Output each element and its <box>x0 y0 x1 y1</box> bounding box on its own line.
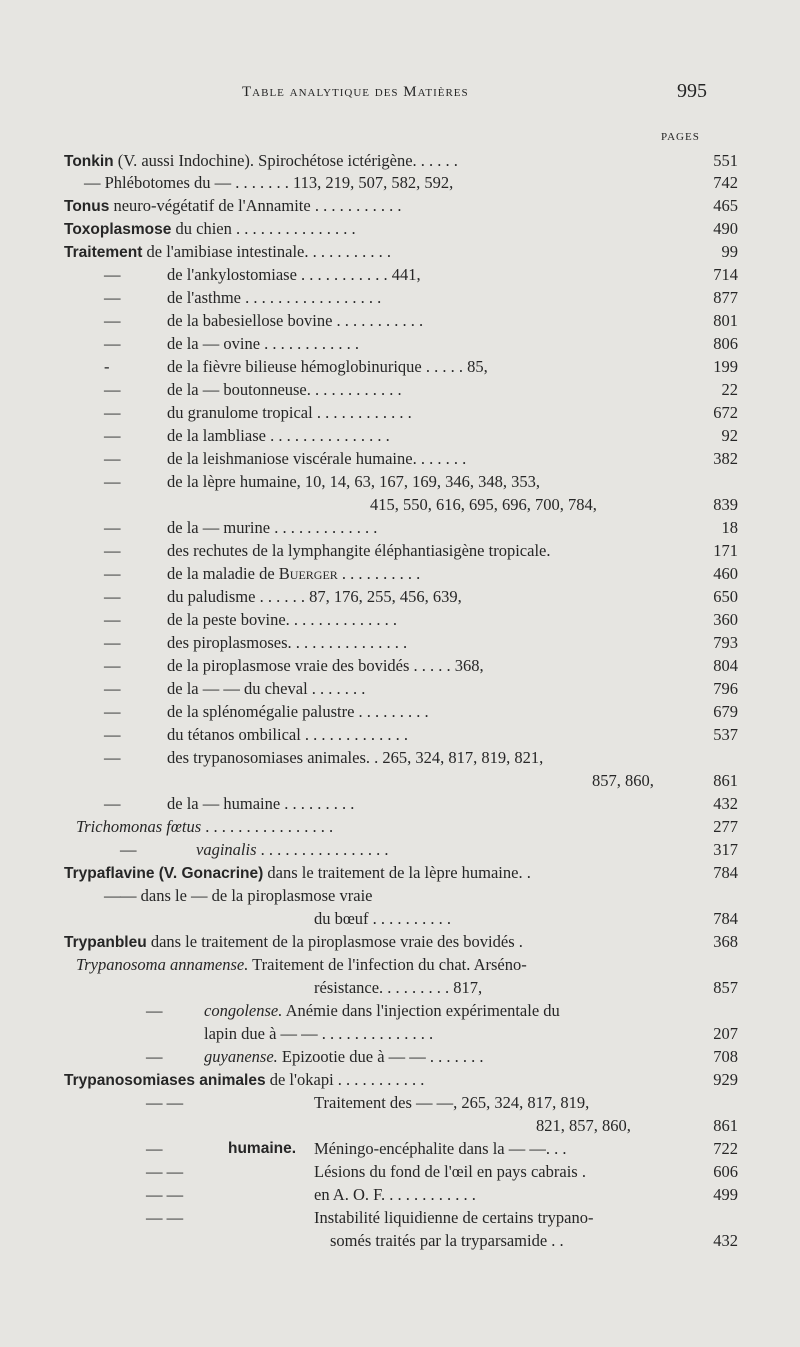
entry-text <box>370 494 597 516</box>
ditto-dash: — <box>104 265 121 284</box>
entry-page: 317 <box>713 840 738 859</box>
index-entry <box>64 241 800 263</box>
entry-page: 679 <box>713 702 738 721</box>
index-entry <box>64 150 800 172</box>
entry-text <box>64 862 531 885</box>
entry-body: résistance. . . . . . . . . 817, <box>314 978 483 997</box>
pages-column-label: PAGES <box>661 131 700 143</box>
index-entry <box>64 310 800 332</box>
entry-body: dans le traitement de la lèpre humaine. . <box>263 863 531 882</box>
entry-body: . . . . . . . . . . . . . . . . <box>201 817 334 836</box>
entry-text <box>64 931 523 954</box>
entry-page: 171 <box>713 541 738 560</box>
entry-body: de la babesiellose bovine . . . . . . . . . . . <box>167 311 424 330</box>
entry-body: de l'amibiase intestinale. . . . . . . . . . . <box>142 242 391 261</box>
index-entry <box>64 195 800 217</box>
entry-text <box>314 977 482 999</box>
entry-page: 460 <box>713 564 738 583</box>
entry-page: 490 <box>713 219 738 238</box>
entry-text <box>167 264 421 286</box>
entry-text <box>536 1115 631 1137</box>
index-entry <box>64 264 800 286</box>
entry-body: de la lèpre humaine, 10, 14, 63, 167, 169, 346, 348, 353, <box>167 472 541 491</box>
ditto-dash: — <box>104 633 121 652</box>
entry-page: 722 <box>713 1139 738 1158</box>
entry-page: 796 <box>713 679 738 698</box>
entry-body: Instabilité liquidienne de certains trypano- <box>314 1208 594 1227</box>
entry-page: 432 <box>713 1231 738 1250</box>
index-entry <box>64 977 800 999</box>
entry-body: Méningo-encéphalite dans la — —. . . <box>314 1139 567 1158</box>
ditto-dash: — <box>104 288 121 307</box>
entry-text <box>167 448 466 470</box>
entry-body: de la — ovine . . . . . . . . . . . . <box>167 334 360 353</box>
entry-page: 793 <box>713 633 738 652</box>
entry-body: de la fièvre bilieuse hémoglobinurique . . . . . 85, <box>167 357 488 376</box>
entry-page: 861 <box>713 771 738 790</box>
entry-heading: Tonkin <box>64 153 114 170</box>
ditto-dash: — <box>104 587 121 606</box>
entry-page: 672 <box>713 403 738 422</box>
entry-page: 839 <box>713 495 738 514</box>
entry-page: 368 <box>713 932 738 951</box>
entry-text <box>167 425 390 447</box>
page-header <box>0 80 800 110</box>
entry-body: de la lambliase . . . . . . . . . . . . . . . <box>167 426 390 445</box>
entry-subheading: humaine. <box>228 1140 297 1157</box>
index-entry <box>64 609 800 631</box>
entry-body: lapin due à — — . . . . . . . . . . . . . . <box>204 1024 434 1043</box>
ditto-dash: — <box>104 748 121 767</box>
entry-text <box>314 1138 566 1160</box>
entry-body: de l'okapi . . . . . . . . . . . <box>265 1070 425 1089</box>
entry-page: 465 <box>713 196 738 215</box>
ditto-dash: - <box>104 357 110 376</box>
entry-page: 804 <box>713 656 738 675</box>
entry-text <box>167 310 423 332</box>
entry-body: de l'ankylostomiase . . . . . . . . . . . 441, <box>167 265 421 284</box>
ditto-dash: — <box>146 1139 163 1158</box>
entry-page: 650 <box>713 587 738 606</box>
index-entry <box>64 287 800 309</box>
entry-text <box>204 1046 484 1068</box>
index-entry <box>64 425 800 447</box>
entry-heading: Trypaflavine (V. Gonacrine) <box>64 865 264 882</box>
index-entry <box>64 793 800 815</box>
entry-text <box>314 1161 586 1183</box>
index-entry <box>64 402 800 424</box>
index-entry <box>64 1184 800 1206</box>
ditto-dashes: — — <box>146 1208 184 1227</box>
page-number: 995 <box>677 80 707 102</box>
entry-text <box>204 1023 433 1045</box>
ditto-dash: — <box>104 426 121 445</box>
entry-heading: Trypanbleu <box>64 934 147 951</box>
index-entry <box>64 448 800 470</box>
index-entry <box>64 701 800 723</box>
entry-body: de la — boutonneuse. . . . . . . . . . . . <box>167 380 402 399</box>
entry-italic-term: guyanense. <box>204 1047 278 1066</box>
index-entry <box>64 356 800 378</box>
entry-text <box>64 218 356 241</box>
entry-page: 857 <box>713 978 738 997</box>
entry-page: 801 <box>713 311 738 330</box>
entry-body: — dans le — de la piroplasmose vraie <box>120 886 373 905</box>
entry-text <box>314 1092 589 1114</box>
entry-body: du tétanos ombilical . . . . . . . . . . . . . <box>167 725 409 744</box>
index-entry <box>64 1046 800 1068</box>
index-entry <box>64 747 800 769</box>
entry-text <box>167 586 462 608</box>
entry-text <box>204 1000 560 1022</box>
entry-text <box>64 150 458 173</box>
index-entry <box>64 494 800 516</box>
entry-text <box>314 1184 476 1206</box>
entry-body: 857, 860, <box>592 771 654 790</box>
ditto-dash: — <box>104 334 121 353</box>
entry-page: 360 <box>713 610 738 629</box>
ditto-dash: — <box>104 472 121 491</box>
entry-text <box>330 1230 564 1252</box>
entry-text <box>64 195 401 218</box>
entry-page: 929 <box>713 1070 738 1089</box>
index-entry <box>64 172 800 194</box>
entry-page: 499 <box>713 1185 738 1204</box>
entry-text <box>196 839 389 861</box>
ditto-dash: — <box>104 725 121 744</box>
entry-text <box>167 471 540 493</box>
index-entry <box>64 885 800 907</box>
entry-body: de l'asthme . . . . . . . . . . . . . . . . . <box>167 288 382 307</box>
ditto-dash: — <box>104 702 121 721</box>
ditto-dash: — <box>104 403 121 422</box>
ditto-dash: — <box>104 564 121 583</box>
entry-body: de la splénomégalie palustre . . . . . . . . . <box>167 702 429 721</box>
entry-body: du paludisme . . . . . . 87, 176, 255, 456, 639, <box>167 587 462 606</box>
entry-page: 806 <box>713 334 738 353</box>
entry-body: . . . . . . . . . . . . . . . . <box>256 840 389 859</box>
entry-text <box>167 609 397 631</box>
index-entry <box>64 770 800 792</box>
entry-text <box>314 908 451 930</box>
entry-body: de la — humaine . . . . . . . . . <box>167 794 355 813</box>
ditto-dash: — <box>104 656 121 675</box>
entry-page: 432 <box>713 794 738 813</box>
ditto-dash: — <box>104 610 121 629</box>
ditto-dash: — <box>104 518 121 537</box>
index-entry <box>64 931 800 953</box>
author-name: Buerger <box>278 564 338 583</box>
index-entry <box>64 954 800 976</box>
index-entry <box>64 471 800 493</box>
entry-text <box>120 885 372 907</box>
entry-heading: Traitement <box>64 244 143 261</box>
index-entry <box>64 379 800 401</box>
entry-page: 877 <box>713 288 738 307</box>
entry-page: 537 <box>713 725 738 744</box>
entry-heading: Toxoplasmose <box>64 221 172 238</box>
index-entry <box>64 1115 800 1137</box>
index-entry <box>64 862 800 884</box>
entry-body: Lésions du fond de l'œil en pays cabrais . <box>314 1162 586 1181</box>
entry-page: 199 <box>713 357 738 376</box>
entry-body: de la peste bovine. . . . . . . . . . . . . . <box>167 610 398 629</box>
index-entry <box>64 1138 800 1160</box>
entry-body: — Phlébotomes du — . . . . . . . 113, 219, 507, 582, 592, <box>84 173 454 192</box>
index-entry <box>64 816 800 838</box>
ditto-dash: — <box>146 1001 163 1020</box>
entry-page: 277 <box>713 817 738 836</box>
entry-page: 18 <box>721 518 738 537</box>
index-entry <box>64 1161 800 1183</box>
index-entry <box>64 839 800 861</box>
entry-body: 415, 550, 616, 695, 696, 700, 784, <box>370 495 597 514</box>
ditto-dash: — <box>104 679 121 698</box>
entry-text <box>167 678 365 700</box>
entry-body: de la — murine . . . . . . . . . . . . . <box>167 518 378 537</box>
entry-page: 861 <box>713 1116 738 1135</box>
entry-heading: Tonus <box>64 198 110 215</box>
entry-body: des trypanosomiases animales. . 265, 324, 817, 819, 821, <box>167 748 544 767</box>
entry-page: 784 <box>713 863 738 882</box>
entry-text <box>167 540 550 562</box>
entry-text <box>76 954 527 976</box>
index-entry <box>64 1069 800 1091</box>
index-entry <box>64 517 800 539</box>
entry-text <box>167 724 408 746</box>
entry-body: de la leishmaniose viscérale humaine. . . . . . . <box>167 449 467 468</box>
entry-body: somés traités par la tryparsamide . . <box>330 1231 564 1250</box>
index-entry <box>64 1000 800 1022</box>
index-entry <box>64 655 800 677</box>
entry-body: de la piroplasmose vraie des bovidés . . . . . 368, <box>167 656 484 675</box>
entry-italic-term: vaginalis <box>196 840 257 859</box>
entry-leader: . . . . . . . . . . <box>337 564 421 583</box>
entry-text <box>592 770 654 792</box>
entry-page: 606 <box>713 1162 738 1181</box>
index-entry <box>64 1230 800 1252</box>
index-entry <box>64 1092 800 1114</box>
index-entry <box>64 586 800 608</box>
entry-text <box>167 402 412 424</box>
ditto-dash: — <box>120 840 137 859</box>
entry-page: 708 <box>713 1047 738 1066</box>
entry-page: 742 <box>713 173 738 192</box>
index-entry <box>64 724 800 746</box>
ditto-dash: — <box>104 449 121 468</box>
index-entry <box>64 678 800 700</box>
index-entry <box>64 218 800 240</box>
entry-body: Traitement des — —, 265, 324, 817, 819, <box>314 1093 590 1112</box>
entry-text <box>167 793 354 815</box>
entry-body: du chien . . . . . . . . . . . . . . . <box>171 219 356 238</box>
entry-text <box>167 747 543 769</box>
entry-body: du granulome tropical . . . . . . . . . . . . <box>167 403 412 422</box>
ditto-dashes: — — <box>146 1185 184 1204</box>
ditto-dash: — <box>104 311 121 330</box>
ditto-dashes: — — <box>146 1093 184 1112</box>
entry-text <box>76 816 333 838</box>
entry-page: 714 <box>713 265 738 284</box>
ditto-dash: — <box>104 886 121 905</box>
ditto-dashes: — — <box>146 1162 184 1181</box>
entry-text <box>167 287 381 309</box>
entry-page: 382 <box>713 449 738 468</box>
entry-text <box>64 241 391 264</box>
entry-body: neuro-végétatif de l'Annamite . . . . . . . . . . . <box>109 196 402 215</box>
entry-text <box>167 632 407 654</box>
index-entry <box>64 563 800 585</box>
ditto-dash: — <box>104 380 121 399</box>
running-title: Table analytique des Matières <box>242 84 469 100</box>
entry-body: (V. aussi Indochine). Spirochétose ictérigène. . . . . . <box>113 151 458 170</box>
entry-text <box>167 333 359 355</box>
entry-body: 821, 857, 860, <box>536 1116 631 1135</box>
entry-italic-term: congolense. <box>204 1001 283 1020</box>
entry-italic-term: Trypanosoma annamense. <box>76 955 249 974</box>
entry-body: dans le traitement de la piroplasmose vraie des bovidés . <box>146 932 523 951</box>
entry-body: Epizootie due à — — . . . . . . . <box>277 1047 484 1066</box>
entry-text <box>167 563 420 585</box>
entry-body: du bœuf . . . . . . . . . . <box>314 909 452 928</box>
entry-italic-term: Trichomonas fœtus <box>76 817 202 836</box>
index-entry <box>64 333 800 355</box>
entry-text <box>314 1207 594 1229</box>
ditto-dash: — <box>104 794 121 813</box>
entry-text <box>167 701 429 723</box>
entry-page: 784 <box>713 909 738 928</box>
index-entry <box>64 632 800 654</box>
entry-page: 22 <box>721 380 738 399</box>
entry-text <box>64 1069 424 1092</box>
entry-page: 207 <box>713 1024 738 1043</box>
entry-text <box>84 172 453 194</box>
entry-text <box>167 356 488 378</box>
entry-body: Traitement de l'infection du chat. Arséno- <box>248 955 527 974</box>
entry-text <box>167 517 377 539</box>
index-entry <box>64 908 800 930</box>
index-entry <box>64 540 800 562</box>
entry-body: des piroplasmoses. . . . . . . . . . . . . . . <box>167 633 408 652</box>
entry-text <box>167 655 484 677</box>
entry-page: 99 <box>721 242 738 261</box>
index-entry <box>64 1023 800 1045</box>
entry-page: 551 <box>713 151 738 170</box>
entry-body: Anémie dans l'injection expérimentale du <box>282 1001 560 1020</box>
entry-page: 92 <box>721 426 738 445</box>
ditto-dash: — <box>104 541 121 560</box>
entry-body: des rechutes de la lymphangite éléphantiasigène tropicale. <box>167 541 551 560</box>
entry-body: de la — — du cheval . . . . . . . <box>167 679 366 698</box>
entry-body: en A. O. F. . . . . . . . . . . . <box>314 1185 476 1204</box>
entry-body: de la maladie de <box>167 564 279 583</box>
entry-text <box>167 379 402 401</box>
ditto-dash: — <box>146 1047 163 1066</box>
entry-heading: Trypanosomiases animales <box>64 1072 266 1089</box>
index-entry <box>64 1207 800 1229</box>
